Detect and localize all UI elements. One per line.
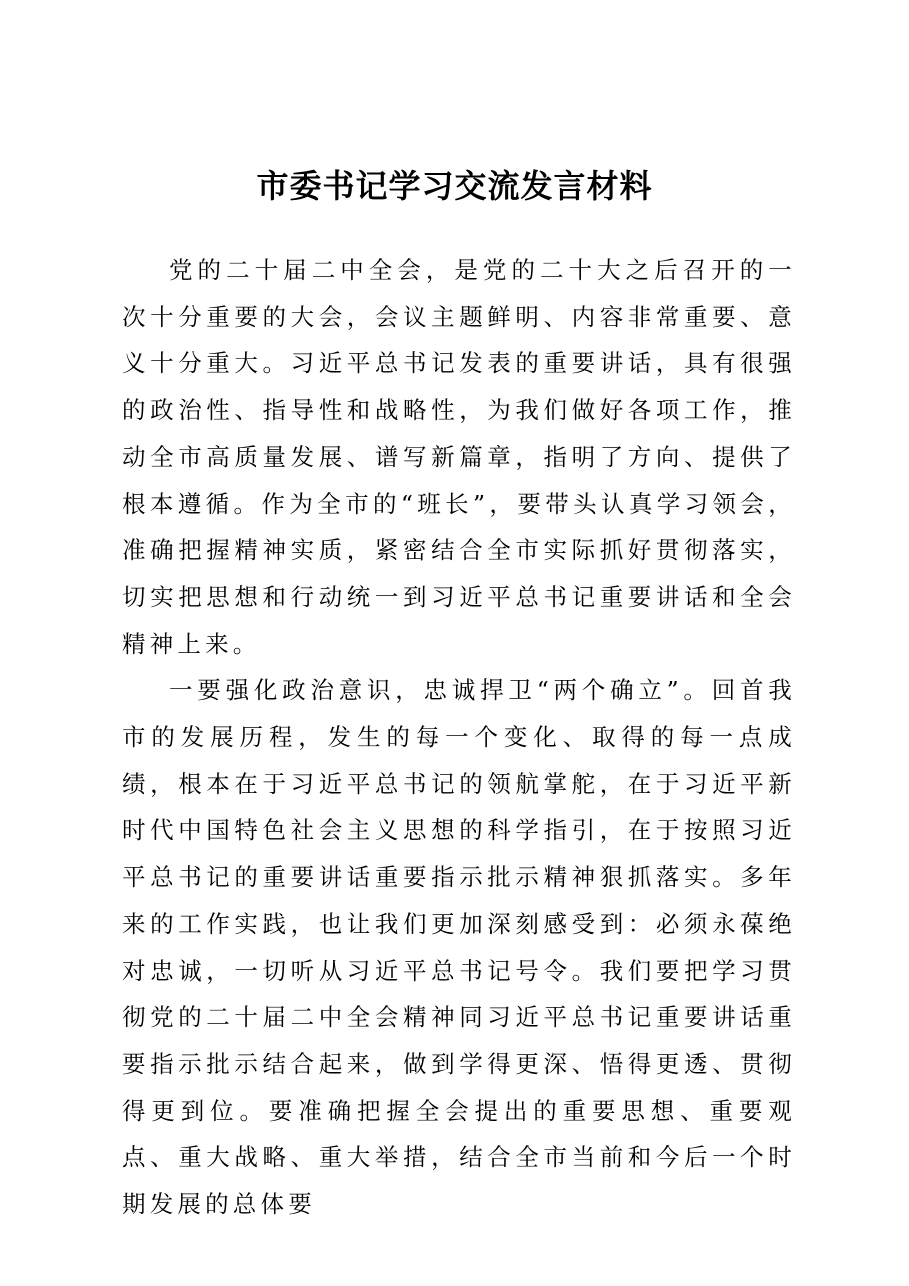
paragraph-1: 党的二十届二中全会，是党的二十大之后召开的一次十分重要的大会，会议主题鲜明、内容非常重要、意义十分重大。习近平总书记发表的重要讲话，具有很强的政治性、指导性和战略性，为我们做好各项工作，推动全市高质量发展、谱写新篇章，指明了方向、提供了根本遵循。作为全市的“班长”，要带头认真学习领会，准确把握精神实质，紧密结合全市实际抓好贯彻落实，切实把思想和行动统一到习近平总书记重要讲话和全会精神上来。: [122, 256, 796, 658]
paragraph-2: 一要强化政治意识，忠诚捍卫“两个确立”。回首我市的发展历程，发生的每一个变化、取得的每一点成绩，根本在于习近平总书记的领航掌舵，在于习近平新时代中国特色社会主义思想的科学指引，在于按照习近平总书记的重要讲话重要指示批示精神狠抓落实。多年来的工作实践，也让我们更加深刻感受到：必须永葆绝对忠诚，一切听从习近平总书记号令。我们要把学习贯彻党的二十届二中全会精神同习近平总书记重要讲话重要指示批示结合起来，做到学得更深、悟得更透、贯彻得更到位。要准确把握全会提出的重要思想、重要观点、重大战略、重大举措，结合全市当前和今后一个时期发展的总体要: [122, 676, 796, 1219]
document-body: [122, 247, 796, 1228]
document-title: 市委书记学习交流发言材料: [256, 167, 653, 205]
